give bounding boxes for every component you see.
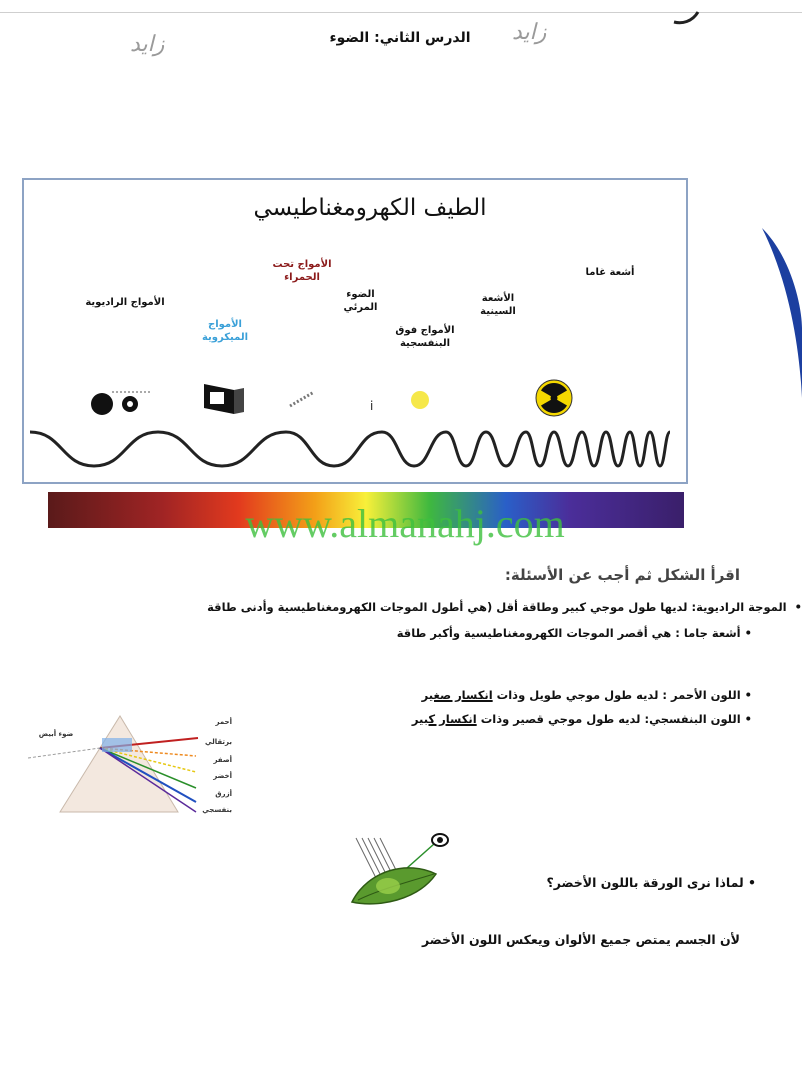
prism-color-orange: برتقالي xyxy=(205,738,232,746)
label-infrared: الأمواج تحت الحمراء xyxy=(272,259,332,283)
uv-bulb-icon xyxy=(370,399,373,413)
bullet-radio: • الموجة الراديوية: لديها طول موجي كبير وطاقة أقل (هي أطول الموجات الكهرومغناطيسية وأدنى طاقة xyxy=(207,600,802,614)
bullet-gamma: • أشعة جاما : هي أقصر الموجات الكهرومغناطيسية وأكبر طاقة xyxy=(396,626,752,640)
bullet-red-emph: انكسار صغير xyxy=(421,688,493,702)
svg-text:i: i xyxy=(370,399,374,413)
em-wave xyxy=(30,432,670,466)
radio-icon xyxy=(91,392,152,415)
leaf-question: • لماذا نرى الورقة باللون الأخضر؟ xyxy=(546,875,756,890)
questions-heading: اقرأ الشكل ثم أجب عن الأسئلة: xyxy=(504,566,740,584)
lesson-title: الدرس الثاني: الضوء xyxy=(329,30,471,46)
stamp-left: زايد xyxy=(130,32,165,57)
prism-diagram xyxy=(28,708,268,828)
prism-light-label: ضوء أبيض xyxy=(38,730,74,738)
eye-icon xyxy=(432,834,448,846)
radiation-icon xyxy=(536,380,572,416)
spectrum-title: الطيف الكهرومغناطيسي xyxy=(253,195,487,221)
blue-swoosh xyxy=(762,228,802,398)
label-xray: الأشعة السينية xyxy=(480,293,516,317)
prism-color-red: أحمر xyxy=(215,718,232,726)
bullet-gamma-text: أشعة جاما : هي أقصر الموجات الكهرومغناطيسية وأكبر طاقة xyxy=(396,626,741,640)
corner-mark xyxy=(672,0,702,28)
prism-color-green: أخضر xyxy=(213,772,232,780)
watermark: www.almanahj.com xyxy=(245,501,565,546)
prism-color-violet: بنفسجي xyxy=(202,806,232,814)
microwave-icon xyxy=(204,384,244,414)
leaf-eye-illustration xyxy=(348,830,458,910)
leaf-answer: لأن الجسم يمتص جميع الألوان ويعكس اللون الأخضر xyxy=(421,932,740,947)
stamp-right: زايد xyxy=(512,20,547,45)
prism-color-blue: أزرق xyxy=(215,790,232,798)
label-visible: الضوء المرئي xyxy=(343,289,378,313)
bullet-violet-emph: انكسار كبير xyxy=(411,712,477,726)
prism-color-yellow: أصفر xyxy=(213,756,232,764)
label-ultraviolet: الأمواج فوق البنفسجية xyxy=(395,325,455,349)
bullet-violet: • اللون البنفسجي: لديه طول موجي قصير وذات انكسار كبير xyxy=(411,712,752,726)
bullet-radio-text-b: (هي أطول الموجات الكهرومغناطيسية وأدنى طاقة xyxy=(207,600,493,614)
visible-light-icon xyxy=(411,391,429,409)
spectrum-graphics xyxy=(22,370,684,480)
bullet-red-text: اللون الأحمر : لديه طول موجي طويل وذات xyxy=(496,688,741,702)
label-radio: الأمواج الراديوية xyxy=(85,297,165,308)
bullet-radio-text-a: الموجة الراديوية: لديها طول موجي كبير وطاقة أقل xyxy=(496,600,787,614)
bullet-red: • اللون الأحمر : لديه طول موجي طويل وذات انكسار صغير xyxy=(421,688,752,702)
bullet-violet-text: اللون البنفسجي: لديه طول موجي قصير وذات xyxy=(480,712,741,726)
infrared-remote-icon xyxy=(290,392,314,406)
label-microwave: الأمواج الميكروية xyxy=(201,319,249,343)
leaf-question-text: لماذا نرى الورقة باللون الأخضر؟ xyxy=(546,875,744,890)
label-gamma: أشعة غاما xyxy=(585,267,635,278)
